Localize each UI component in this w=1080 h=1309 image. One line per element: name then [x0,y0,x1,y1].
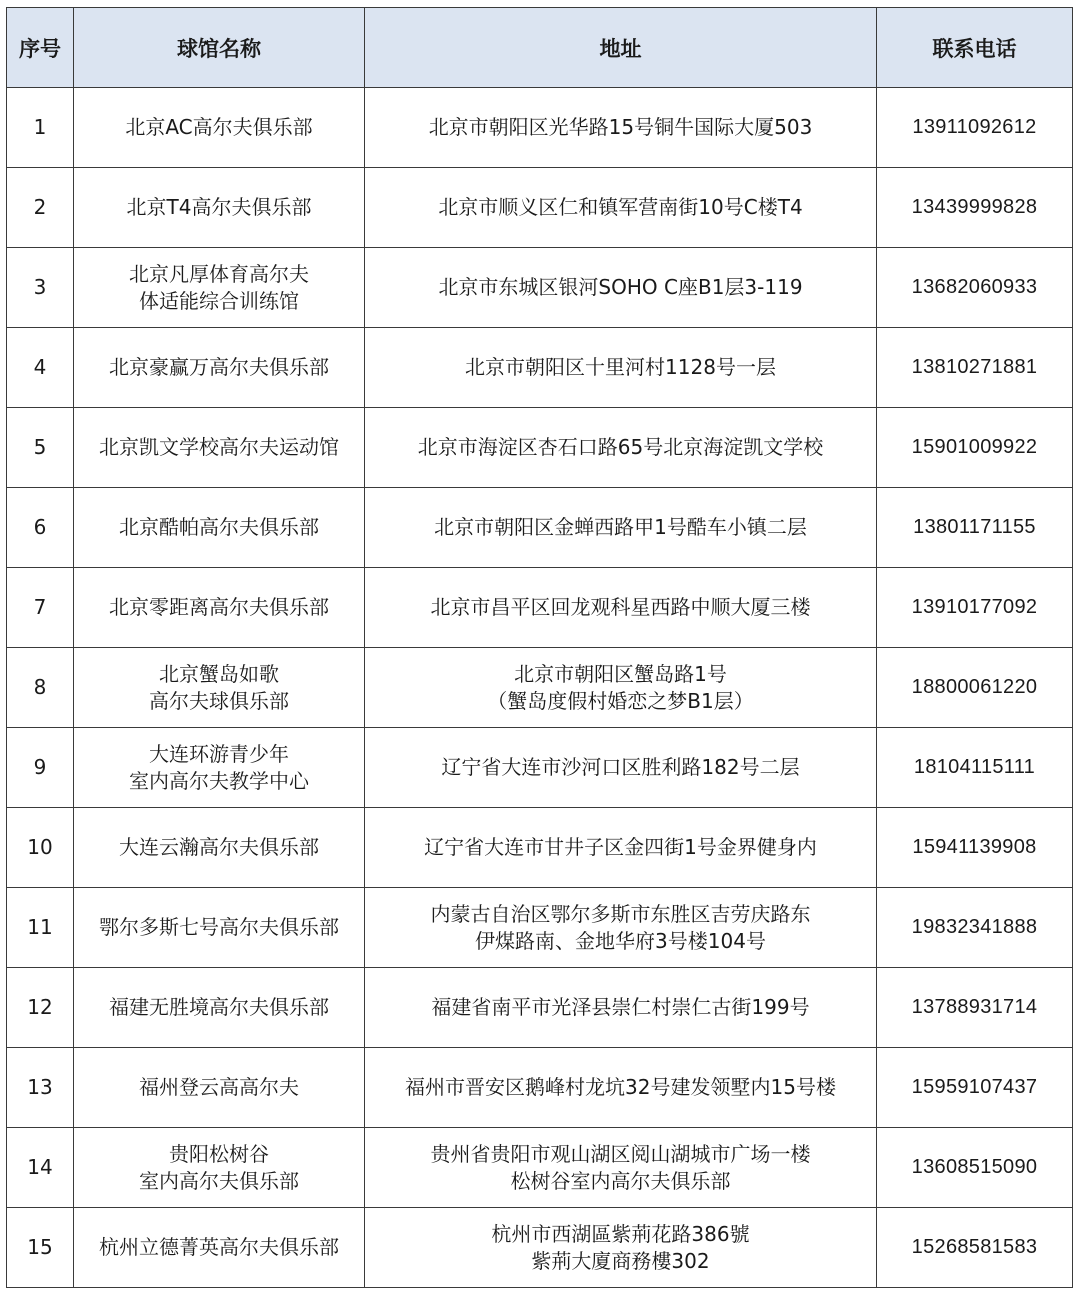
cell-no: 7 [7,568,74,648]
table-row [7,888,1073,968]
cell-no: 15 [7,1208,74,1288]
cell-phone: 13682060933 [877,248,1073,328]
venue-name-line: 贵阳松树谷 [169,1141,269,1166]
address-line: 北京市朝阳区金蝉西路甲1号酷车小镇二层 [434,515,807,539]
cell-phone: 19832341888 [877,888,1073,968]
cell-venue-name [74,888,365,968]
venue-name-line: 福州登云高高尔夫 [139,1075,299,1099]
cell-venue-name [74,568,365,648]
venue-name-line: 北京蟹岛如歌 [159,661,279,686]
cell-no: 6 [7,488,74,568]
cell-phone: 18800061220 [877,648,1073,728]
table-row [7,328,1073,408]
cell-no: 3 [7,248,74,328]
cell-address [365,88,877,168]
address-line: 伊煤路南、金地华府3号楼104号 [475,928,766,953]
cell-address [365,1128,877,1208]
venue-name-line: 大连环游青少年 [149,741,289,766]
cell-venue-name [74,488,365,568]
header-address: 地址 [365,8,877,88]
cell-no: 2 [7,168,74,248]
cell-venue-name [74,88,365,168]
table-row [7,808,1073,888]
address-line: 北京市朝阳区蟹岛路1号 [514,661,727,686]
address-line: 北京市朝阳区光华路15号铜牛国际大厦503 [428,115,813,139]
cell-address [365,888,877,968]
table-row [7,488,1073,568]
venue-name-line: 北京AC高尔夫俱乐部 [125,115,313,139]
cell-venue-name [74,1208,365,1288]
cell-no: 5 [7,408,74,488]
table-row [7,968,1073,1048]
venue-name-line: 福建无胜境高尔夫俱乐部 [109,995,329,1019]
table-row [7,1128,1073,1208]
cell-no: 8 [7,648,74,728]
cell-phone: 15959107437 [877,1048,1073,1128]
venue-name-line: 大连云瀚高尔夫俱乐部 [119,835,319,859]
cell-venue-name [74,408,365,488]
venue-name-line: 北京豪赢万高尔夫俱乐部 [109,355,329,379]
cell-venue-name [74,968,365,1048]
cell-address [365,168,877,248]
cell-venue-name [74,808,365,888]
venue-name-line: 体适能综合训练馆 [139,288,299,313]
cell-phone: 13910177092 [877,568,1073,648]
cell-no: 1 [7,88,74,168]
cell-venue-name [74,168,365,248]
cell-no: 11 [7,888,74,968]
address-line: 紫荊大廈商務樓302 [531,1248,710,1273]
cell-no: 10 [7,808,74,888]
cell-address [365,568,877,648]
cell-address [365,968,877,1048]
venue-name-line: 室内高尔夫教学中心 [129,768,309,793]
cell-phone: 13788931714 [877,968,1073,1048]
venue-name-line: 北京酷帕高尔夫俱乐部 [119,515,319,539]
golf-venue-table [6,7,1073,1288]
address-line: 北京市顺义区仁和镇军营南街10号C楼T4 [438,195,803,219]
header-no: 序号 [7,8,74,88]
cell-address [365,1048,877,1128]
cell-address [365,408,877,488]
address-line: （蟹岛度假村婚恋之梦B1层） [487,688,754,713]
cell-phone: 15901009922 [877,408,1073,488]
cell-phone: 13439999828 [877,168,1073,248]
address-line: 松树谷室内高尔夫俱乐部 [510,1168,731,1193]
cell-venue-name [74,728,365,808]
table-row [7,728,1073,808]
address-line: 北京市海淀区杏石口路65号北京海淀凯文学校 [417,435,824,459]
table-body [7,88,1073,1288]
table-row [7,248,1073,328]
venue-name-line: 北京凯文学校高尔夫运动馆 [99,435,339,459]
cell-no: 4 [7,328,74,408]
cell-venue-name [74,328,365,408]
cell-address [365,1208,877,1288]
cell-phone: 15941139908 [877,808,1073,888]
venue-name-line: 北京零距离高尔夫俱乐部 [109,595,329,619]
venue-name-line: 杭州立德菁英高尔夫俱乐部 [99,1235,339,1259]
table-row [7,1208,1073,1288]
cell-no: 14 [7,1128,74,1208]
cell-address [365,248,877,328]
address-line: 内蒙古自治区鄂尔多斯市东胜区吉劳庆路东 [430,901,811,926]
address-line: 北京市朝阳区十里河村1128号一层 [465,355,776,379]
cell-no: 9 [7,728,74,808]
address-line: 杭州市西湖區紫荊花路386號 [491,1221,750,1246]
table-row [7,88,1073,168]
cell-phone: 18104115111 [877,728,1073,808]
table-header-row [7,8,1073,88]
address-line: 北京市东城区银河SOHO C座B1层3-119 [438,275,803,299]
table-row [7,408,1073,488]
venue-table-container [6,7,1072,1288]
header-phone: 联系电话 [877,8,1073,88]
venue-name-line: 北京T4高尔夫俱乐部 [126,195,312,219]
venue-name-line: 高尔夫球俱乐部 [149,688,289,713]
cell-address [365,648,877,728]
address-line: 福建省南平市光泽县崇仁村崇仁古街199号 [431,995,810,1019]
table-row [7,568,1073,648]
table-row [7,648,1073,728]
table-row [7,1048,1073,1128]
address-line: 北京市昌平区回龙观科星西路中顺大厦三楼 [430,595,811,619]
cell-no: 12 [7,968,74,1048]
cell-phone: 13801171155 [877,488,1073,568]
header-venue-name: 球馆名称 [74,8,365,88]
venue-name-line: 鄂尔多斯七号高尔夫俱乐部 [99,915,339,939]
table-row [7,168,1073,248]
cell-phone: 13911092612 [877,88,1073,168]
venue-name-line: 北京凡厚体育高尔夫 [129,261,309,286]
address-line: 贵州省贵阳市观山湖区阅山湖城市广场一楼 [430,1141,811,1166]
cell-venue-name [74,1048,365,1128]
cell-phone: 13608515090 [877,1128,1073,1208]
cell-venue-name [74,248,365,328]
cell-venue-name [74,648,365,728]
venue-name-line: 室内高尔夫俱乐部 [139,1168,299,1193]
cell-address [365,728,877,808]
cell-phone: 13810271881 [877,328,1073,408]
address-line: 辽宁省大连市沙河口区胜利路182号二层 [441,755,800,779]
address-line: 福州市晋安区鹅峰村龙坑32号建发领墅内15号楼 [405,1075,836,1099]
cell-address [365,488,877,568]
address-line: 辽宁省大连市甘井子区金四街1号金界健身内 [424,835,817,859]
cell-phone: 15268581583 [877,1208,1073,1288]
cell-no: 13 [7,1048,74,1128]
cell-address [365,808,877,888]
cell-venue-name [74,1128,365,1208]
cell-address [365,328,877,408]
